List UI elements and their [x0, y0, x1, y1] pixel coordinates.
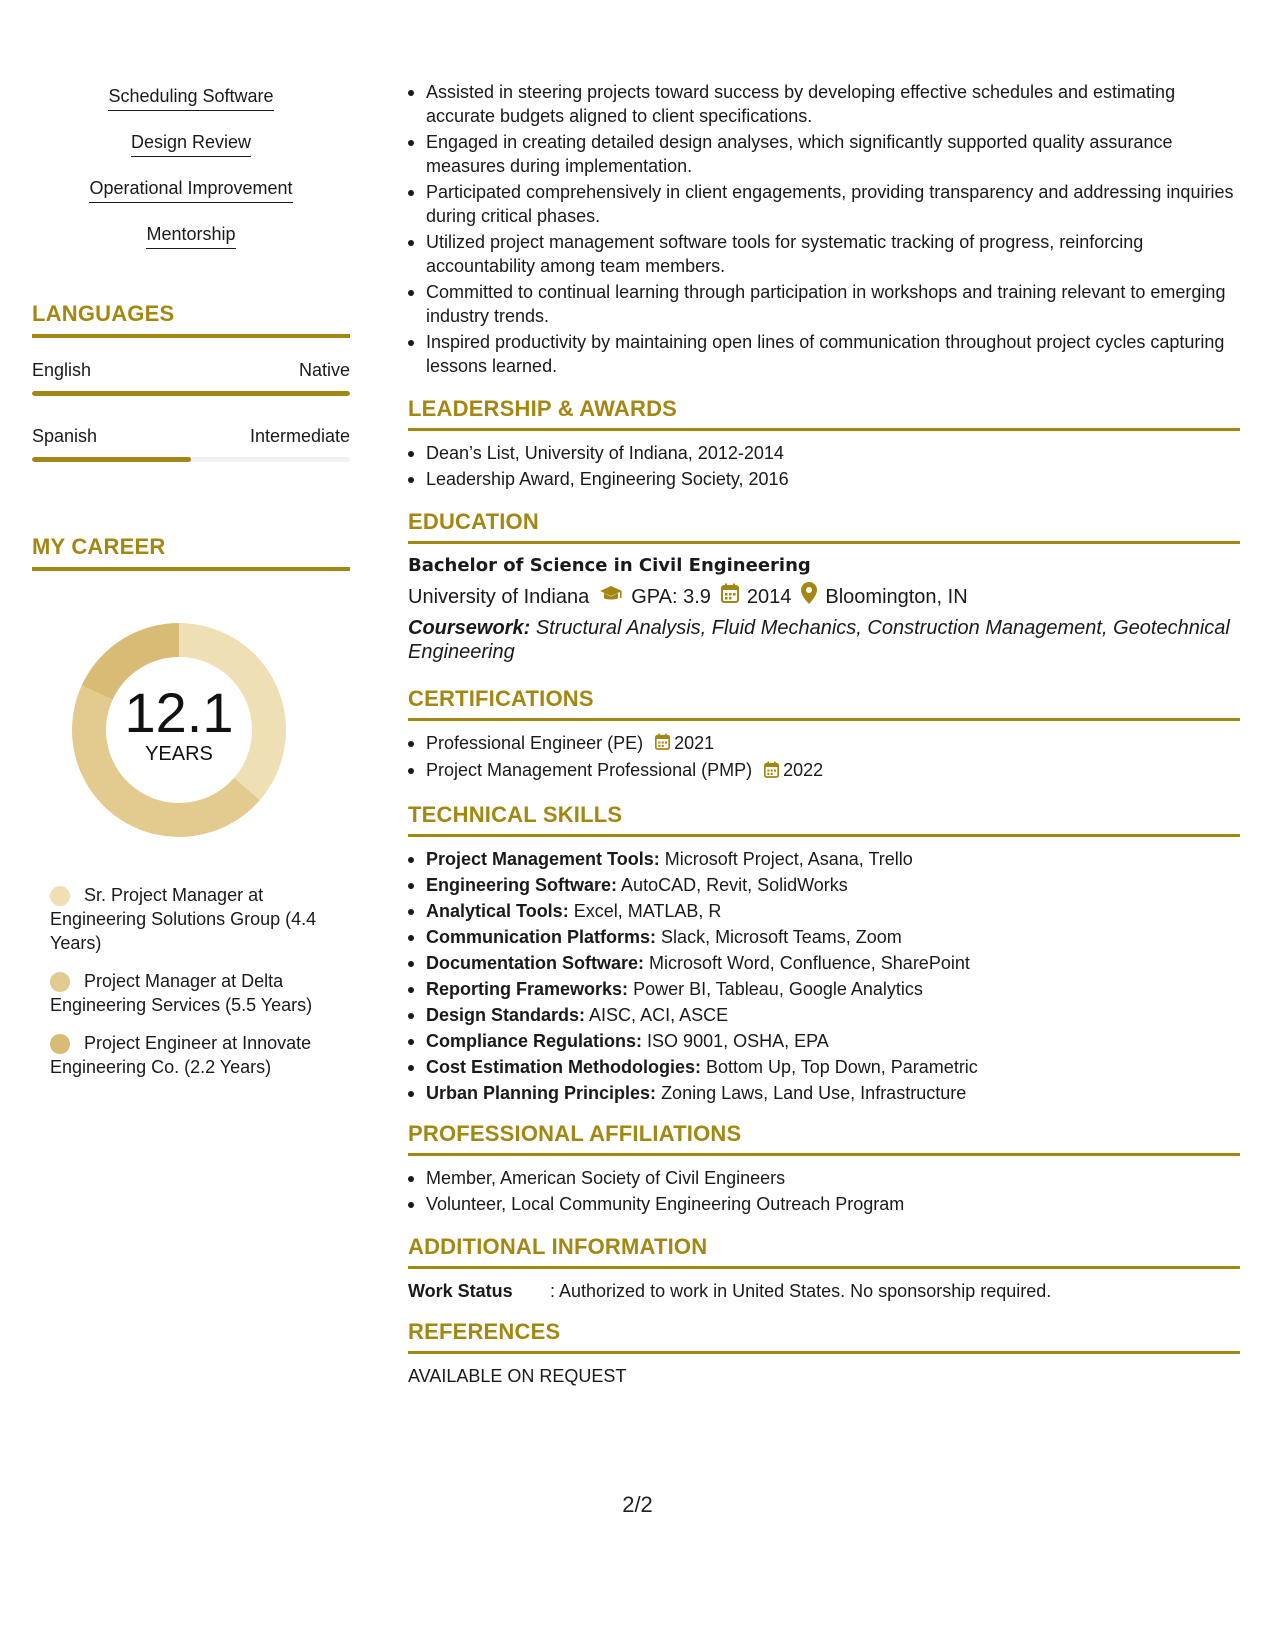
affiliation-item: Member, American Society of Civil Engineers — [408, 1166, 1240, 1190]
section-divider — [408, 1266, 1240, 1269]
certification-item — [408, 758, 1240, 783]
experience-bullet: Inspired productivity by maintaining open lines of communication throughout project cycles capturing lessons learned. — [408, 330, 1240, 378]
education-meta — [408, 582, 1240, 612]
skill-item — [408, 1029, 1240, 1053]
skill-item — [408, 951, 1240, 975]
legend-dot — [50, 886, 70, 906]
skill-item — [408, 899, 1240, 923]
awards-section — [408, 396, 1240, 491]
skill-label: Project Management Tools: — [426, 848, 660, 869]
language-level: Intermediate — [249, 426, 350, 446]
skill-value: Microsoft Word, Confluence, SharePoint — [649, 952, 970, 973]
degree-name: Bachelor of Science in Civil Engineering — [408, 555, 811, 576]
certification-year: 2022 — [783, 760, 824, 781]
calendar-icon — [764, 760, 779, 784]
skill-item — [408, 873, 1240, 897]
right-column — [408, 80, 1240, 1388]
references-title: REFERENCES — [408, 1318, 561, 1344]
technical-skills-list — [408, 847, 1240, 1105]
career-total-unit: YEARS — [145, 743, 213, 765]
skill-label: Design Standards: — [426, 1004, 586, 1025]
donut-center — [64, 683, 294, 766]
coursework-label: Coursework: — [408, 617, 531, 639]
skill-tag: Scheduling Software — [108, 84, 273, 111]
certification-year: 2021 — [674, 733, 715, 753]
skill-label: Compliance Regulations: — [426, 1030, 643, 1051]
skill-label: Cost Estimation Methodologies: — [426, 1056, 702, 1077]
award-item: Dean’s List, University of Indiana, 2012-2014 — [408, 441, 1240, 465]
language-bar-fill — [32, 457, 191, 462]
skill-label: Documentation Software: — [426, 952, 645, 973]
experience-bullet: Assisted in steering projects toward success by developing effective schedules and estimating accurate budgets aligned to client specifications. — [408, 80, 1240, 128]
career-donut-chart — [64, 615, 294, 845]
work-status-row — [408, 1279, 1240, 1303]
affiliations-title: PROFESSIONAL AFFILIATIONS — [408, 1120, 742, 1146]
coursework-text: Structural Analysis, Fluid Mechanics, Construction Management, Geotechnical Engineering — [408, 617, 1230, 663]
skill-label: Engineering Software: — [426, 874, 618, 895]
section-divider — [408, 1351, 1240, 1354]
gpa: GPA: 3.9 — [631, 586, 711, 608]
career-section — [32, 534, 350, 1079]
certifications-list — [408, 731, 1240, 784]
legend-dot — [50, 972, 70, 992]
skill-value: Microsoft Project, Asana, Trello — [664, 848, 913, 869]
section-divider — [408, 1153, 1240, 1156]
section-divider — [408, 718, 1240, 721]
legend-dot — [50, 1034, 70, 1054]
affiliations-list — [408, 1166, 1240, 1216]
language-row — [32, 426, 350, 447]
career-legend-text: Project Engineer at Innovate Engineering Co. (2.2 Years) — [50, 1033, 312, 1077]
career-legend-item — [50, 883, 335, 955]
references-section — [408, 1319, 1240, 1388]
language-level: Native — [298, 360, 350, 380]
career-legend-text: Sr. Project Manager at Engineering Solutions Group (4.4 Years) — [50, 885, 317, 953]
language-row — [32, 360, 350, 381]
career-title: MY CAREER — [32, 534, 166, 559]
work-status-value: : Authorized to work in United States. No sponsorship required. — [550, 1280, 1052, 1301]
skills-tag-list — [32, 84, 350, 249]
skill-tag: Mentorship — [146, 222, 235, 249]
skill-tag: Design Review — [131, 130, 251, 157]
experience-bullet: Participated comprehensively in client engagements, providing transparency and addressing inquiries during critical phases. — [408, 180, 1240, 228]
skill-label: Communication Platforms: — [426, 926, 657, 947]
certifications-section — [408, 686, 1240, 784]
experience-bullet: Engaged in creating detailed design analyses, which significantly supported quality assurance measures during implementation. — [408, 130, 1240, 178]
languages-section — [32, 301, 350, 462]
languages-title: LANGUAGES — [32, 301, 175, 326]
skill-value: Slack, Microsoft Teams, Zoom — [661, 926, 902, 947]
education-section — [408, 509, 1240, 664]
page-number: 2/2 — [622, 1492, 653, 1517]
experience-bullet: Committed to continual learning through participation in workshops and training relevant to emerging industry trends. — [408, 280, 1240, 328]
skill-item — [408, 1003, 1240, 1027]
certification-name: Project Management Professional (PMP) — [426, 760, 753, 781]
career-legend-item — [50, 969, 335, 1017]
technical-skills-title: TECHNICAL SKILLS — [408, 801, 623, 827]
left-column — [32, 84, 350, 1093]
skill-tag: Operational Improvement — [89, 176, 292, 203]
school-name: University of Indiana — [408, 586, 590, 608]
section-divider — [408, 541, 1240, 544]
graduation-year: 2014 — [746, 586, 792, 608]
language-bar-fill — [32, 391, 350, 396]
awards-title: LEADERSHIP & AWARDS — [408, 396, 678, 421]
award-item: Leadership Award, Engineering Society, 2016 — [408, 467, 1240, 491]
technical-skills-section — [408, 802, 1240, 1105]
section-divider — [32, 567, 350, 571]
certification-name: Professional Engineer (PE) — [426, 733, 644, 753]
education-title: EDUCATION — [408, 509, 539, 534]
skill-value: Zoning Laws, Land Use, Infrastructure — [661, 1082, 967, 1103]
certifications-title: CERTIFICATIONS — [408, 686, 594, 711]
additional-info-title: ADDITIONAL INFORMATION — [408, 1233, 708, 1259]
experience-bullet: Utilized project management software tools for systematic tracking of progress, reinforcing accountability among team members. — [408, 230, 1240, 278]
experience-bullets — [408, 80, 1240, 378]
affiliation-item: Volunteer, Local Community Engineering Outreach Program — [408, 1192, 1240, 1216]
skill-value: Excel, MATLAB, R — [573, 900, 722, 921]
language-name: Spanish — [32, 426, 98, 446]
additional-info-section — [408, 1234, 1240, 1303]
school-location: Bloomington, IN — [825, 586, 968, 608]
awards-list — [408, 441, 1240, 491]
language-bar — [32, 391, 350, 396]
skill-item — [408, 925, 1240, 949]
calendar-icon — [655, 732, 670, 756]
section-divider — [32, 334, 350, 338]
language-bar — [32, 457, 350, 462]
calendar-icon — [721, 583, 739, 611]
work-status-label: Work Status — [408, 1280, 513, 1301]
section-divider — [408, 428, 1240, 431]
skill-label: Urban Planning Principles: — [426, 1082, 657, 1103]
skill-label: Reporting Frameworks: — [426, 978, 629, 999]
graduation-cap-icon — [599, 583, 623, 611]
language-name: English — [32, 360, 92, 380]
skill-value: Bottom Up, Top Down, Parametric — [706, 1056, 978, 1077]
skill-item — [408, 1055, 1240, 1079]
skill-item — [408, 977, 1240, 1001]
career-legend-text: Project Manager at Delta Engineering Services (5.5 Years) — [50, 971, 313, 1015]
affiliations-section — [408, 1121, 1240, 1216]
location-pin-icon — [801, 582, 817, 612]
certification-item — [408, 731, 1240, 756]
skill-label: Analytical Tools: — [426, 900, 569, 921]
references-text: AVAILABLE ON REQUEST — [408, 1365, 627, 1386]
career-total-years: 12.1 — [124, 681, 234, 744]
skill-item — [408, 847, 1240, 871]
skill-value: AISC, ACI, ASCE — [589, 1004, 729, 1025]
section-divider — [408, 834, 1240, 837]
skill-value: ISO 9001, OSHA, EPA — [647, 1030, 829, 1051]
coursework — [408, 616, 1240, 664]
career-legend-item — [50, 1031, 335, 1079]
career-legend — [32, 883, 350, 1079]
skill-value: AutoCAD, Revit, SolidWorks — [621, 874, 848, 895]
skill-value: Power BI, Tableau, Google Analytics — [633, 978, 923, 999]
skill-item — [408, 1081, 1240, 1105]
